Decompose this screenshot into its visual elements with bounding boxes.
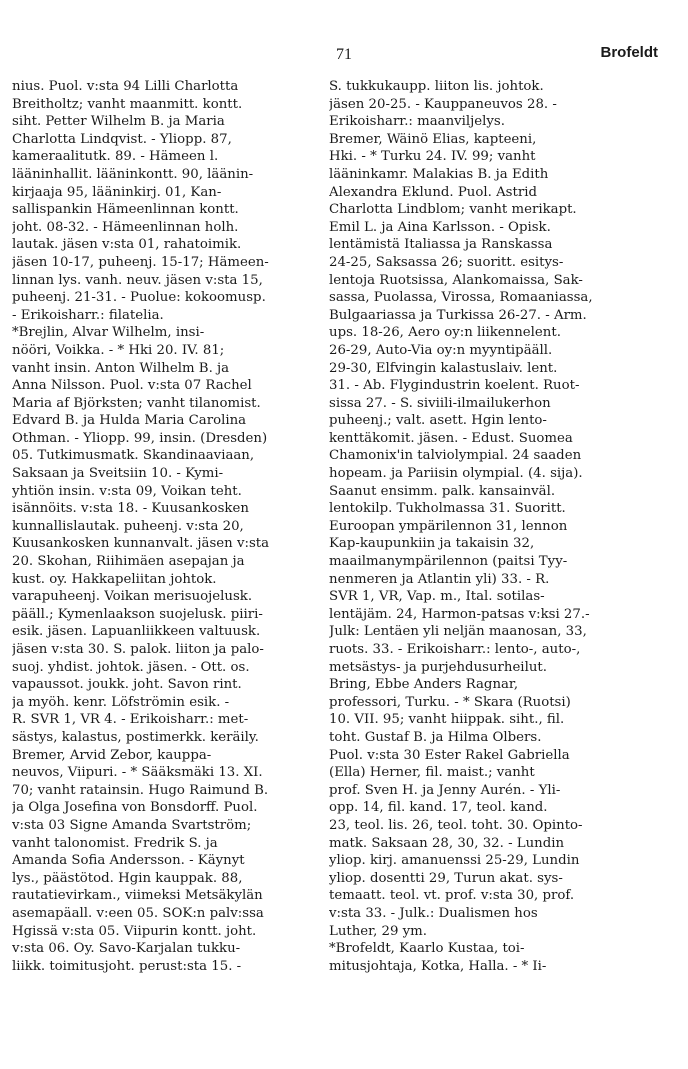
text-line: kust. oy. Hakkapeliitan johtok. [12, 571, 217, 587]
text-line: (Ella) Herner, fil. maist.; vanht [329, 765, 535, 781]
text-line: Othman. - Yliopp. 99, insin. (Dresden) [12, 430, 268, 446]
text-line: sallispankin Hämeenlinnan kontt. [12, 202, 239, 218]
text-line: joht. 08-32. - Hämeenlinnan holh. [12, 219, 239, 235]
text-line: lys., päästötod. Hgin kauppak. 88, [12, 870, 243, 886]
text-line: puheenj. 21-31. - Puolue: kokoomusp. [12, 290, 266, 306]
text-line: Bremer, Wäinö Elias, kapteeni, [329, 131, 537, 147]
text-line: Kuusankosken kunnanvalt. jäsen v:sta [12, 536, 270, 552]
text-line: ja myöh. kenr. Löfströmin esik. - [12, 694, 230, 710]
text-line: vapaussot. joukk. joht. Savon rint. [12, 677, 242, 693]
text-line: professori, Turku. - * Skara (Ruotsi) [329, 694, 571, 710]
text-line: Luther, 29 ym. [329, 923, 428, 939]
text-line: 26-29, Auto-Via oy:n myyntipääll. [329, 342, 553, 358]
text-line: varapuheenj. Voikan merisuojelusk. [12, 589, 253, 605]
text-line: 23, teol. lis. 26, teol. toht. 30. Opinto- [329, 817, 583, 833]
text-line: jäsen 20-25. - Kauppaneuvos 28. - [329, 96, 557, 112]
text-line: 24-25, Saksassa 26; suoritt. esitys- [329, 254, 564, 270]
text-line: asemapäall. v:een 05. SOK:n palv:ssa [12, 905, 264, 921]
text-line: suoj. yhdist. johtok. jäsen. - Ott. os. [12, 659, 250, 675]
text-line: Bremer, Arvid Zebor, kauppa- [12, 747, 212, 763]
right-column [329, 78, 633, 975]
text-line: toht. Gustaf B. ja Hilma Olbers. [329, 729, 542, 745]
text-line: v:sta 33. - Julk.: Dualismen hos [329, 905, 538, 921]
text-line: ruots. 33. - Erikoisharr.: lento-, auto-, [329, 642, 581, 657]
text-line: 10. VII. 95; vanht hiippak. siht., fil. [329, 712, 565, 728]
text-line: Edvard B. ja Hulda Maria Carolina [12, 413, 247, 429]
text-line: Hgissä v:sta 05. Viipurin kontt. joht. [12, 923, 257, 939]
text-line: SVR 1, VR, Vap. m., Ital. sotilas- [329, 589, 545, 605]
text-line: 05. Tutkimusmatk. Skandinaaviaan, [12, 448, 255, 464]
text-line: prof. Sven H. ja Jenny Aurén. - Yli- [329, 782, 561, 798]
text-line: metsästys- ja purjehdusurheilut. [329, 659, 547, 675]
text-line: sästys, kalastus, postimerkk. keräily. [12, 729, 259, 745]
text-line: Charlotta Lindblom; vanht merikapt. [329, 202, 577, 218]
text-line: Saksaan ja Sveitsiin 10. - Kymi- [12, 466, 224, 482]
text-line: lentämistä Italiassa ja Ranskassa [329, 237, 553, 253]
text-line: lentoja Ruotsissa, Alankomaissa, Sak- [329, 272, 583, 288]
text-line: kunnallislautak. puheenj. v:sta 20, [12, 518, 244, 534]
text-line: jäsen v:sta 30. S. palok. liiton ja palo- [12, 642, 264, 657]
text-line: Euroopan ympärilennon 31, lennon [329, 518, 568, 534]
text-line: sissa 27. - S. siviili-ilmailukerhon [329, 395, 551, 411]
text-line: Alexandra Eklund. Puol. Astrid [329, 184, 537, 200]
text-line: Charlotta Lindqvist. - Yliopp. 87, [12, 131, 232, 147]
text-line: Saanut ensimm. palk. kansainväl. [329, 483, 556, 499]
text-line: matk. Saksaan 28, 30, 32. - Lundin [329, 835, 565, 851]
text-line: nenmeren ja Atlantin yli) 33. - R. [329, 571, 550, 587]
running-head: Brofeldt [600, 44, 658, 61]
text-line: Anna Nilsson. Puol. v:sta 07 Rachel [12, 378, 252, 394]
text-line: *Brofeldt, Kaarlo Kustaa, toi- [329, 941, 525, 957]
text-line: temaatt. teol. vt. prof. v:sta 30, prof. [329, 888, 575, 904]
text-line: sassa, Puolassa, Virossa, Romaaniassa, [329, 290, 593, 306]
text-line: siht. Petter Wilhelm B. ja Maria [12, 114, 225, 130]
text-line: hopeam. ja Pariisin olympial. (4. sija). [329, 466, 583, 482]
text-line: ja Olga Josefina von Bonsdorff. Puol. [12, 800, 258, 816]
text-line: vanht talonomist. Fredrik S. ja [12, 835, 218, 851]
text-line: 29-30, Elfvingin kalastuslaiv. lent. [329, 360, 558, 376]
text-line: - Erikoisharr.: filatelia. [12, 307, 164, 323]
text-line: lääninhallit. lääninkontt. 90, läänin- [12, 166, 254, 182]
text-line: 20. Skohan, Riihimäen asepajan ja [12, 554, 245, 570]
text-line: v:sta 03 Signe Amanda Svartström; [12, 817, 252, 833]
text-line: *Brejlin, Alvar Wilhelm, insi- [12, 325, 205, 341]
text-line: Amanda Sofia Andersson. - Käynyt [12, 853, 245, 869]
text-line: 70; vanht ratainsin. Hugo Raimund B. [12, 782, 269, 798]
text-line: lentäjäm. 24, Harmon-patsas v:ksi 27.- [329, 606, 590, 622]
text-line: v:sta 06. Oy. Savo-Karjalan tukku- [12, 941, 241, 957]
text-line: yliop. dosentti 29, Turun akat. sys- [329, 870, 563, 886]
text-line: ups. 18-26, Aero oy:n liikennelent. [329, 325, 561, 341]
text-line: esik. jäsen. Lapuanliikkeen valtuusk. [12, 624, 261, 640]
text-line: Kap-kaupunkiin ja takaisin 32, [329, 536, 535, 552]
text-line: liikk. toimitusjoht. perust:sta 15. - [12, 958, 242, 974]
text-line: R. SVR 1, VR 4. - Erikoisharr.: met- [12, 712, 249, 728]
text-line: linnan lys. vanh. neuv. jäsen v:sta 15, [12, 272, 263, 288]
text-line: Puol. v:sta 30 Ester Rakel Gabriella [329, 747, 570, 763]
text-line: Erikoisharr.: maanviljelys. [329, 114, 505, 130]
text-line: nööri, Voikka. - * Hki 20. IV. 81; [12, 342, 225, 358]
text-line: yhtiön insin. v:sta 09, Voikan teht. [12, 483, 242, 499]
text-line: 31. - Ab. Flygindustrin koelent. Ruot- [329, 378, 580, 394]
text-line: puheenj.; valt. asett. Hgin lento- [329, 413, 547, 429]
text-line: nius. Puol. v:sta 94 Lilli Charlotta [12, 79, 239, 94]
text-line: S. tukkukaupp. liiton lis. johtok. [329, 79, 544, 94]
text-line: kirjaaja 95, lääninkirj. 01, Kan- [12, 184, 222, 200]
text-line: Maria af Björksten; vanht tilanomist. [12, 395, 261, 411]
text-line: pääll.; Kymenlaakson suojelusk. piiri- [12, 606, 263, 622]
text-line: lääninkamr. Malakias B. ja Edith [329, 166, 549, 182]
text-line: rautatievirkam., viimeksi Metsäkylän [12, 888, 263, 904]
text-line: Julk: Lentäen yli neljän maanosan, 33, [329, 624, 587, 640]
text-line: Bring, Ebbe Anders Ragnar, [329, 677, 519, 693]
text-line: opp. 14, fil. kand. 17, teol. kand. [329, 800, 548, 816]
text-line: mitusjohtaja, Kotka, Halla. - * Ii- [329, 958, 547, 974]
text-line: jäsen 10-17, puheenj. 15-17; Hämeen- [12, 254, 269, 270]
text-line: Hki. - * Turku 24. IV. 99; vanht [329, 149, 536, 165]
left-column [12, 78, 316, 975]
text-line: yliop. kirj. amanuenssi 25-29, Lundin [329, 853, 580, 869]
text-line: vanht insin. Anton Wilhelm B. ja [12, 360, 230, 376]
text-line: lautak. jäsen v:sta 01, rahatoimik. [12, 237, 242, 253]
text-line: Breitholtz; vanht maanmitt. kontt. [12, 96, 243, 112]
text-line: kameraalitutk. 89. - Hämeen l. [12, 149, 219, 165]
page-number: 71 [336, 46, 352, 63]
text-line: maailmanympärilennon (paitsi Tyy- [329, 554, 568, 570]
text-line: Bulgaariassa ja Turkissa 26-27. - Arm. [329, 307, 587, 323]
text-line: Chamonix'in talviolympial. 24 saaden [329, 448, 582, 464]
text-line: kenttäkomit. jäsen. - Edust. Suomea [329, 430, 573, 446]
text-line: isännöits. v:sta 18. - Kuusankosken [12, 501, 249, 517]
text-line: neuvos, Viipuri. - * Sääksmäki 13. XI. [12, 765, 263, 781]
text-line: lentokilp. Tukholmassa 31. Suoritt. [329, 501, 566, 517]
text-line: Emil L. ja Aina Karlsson. - Opisk. [329, 219, 551, 235]
